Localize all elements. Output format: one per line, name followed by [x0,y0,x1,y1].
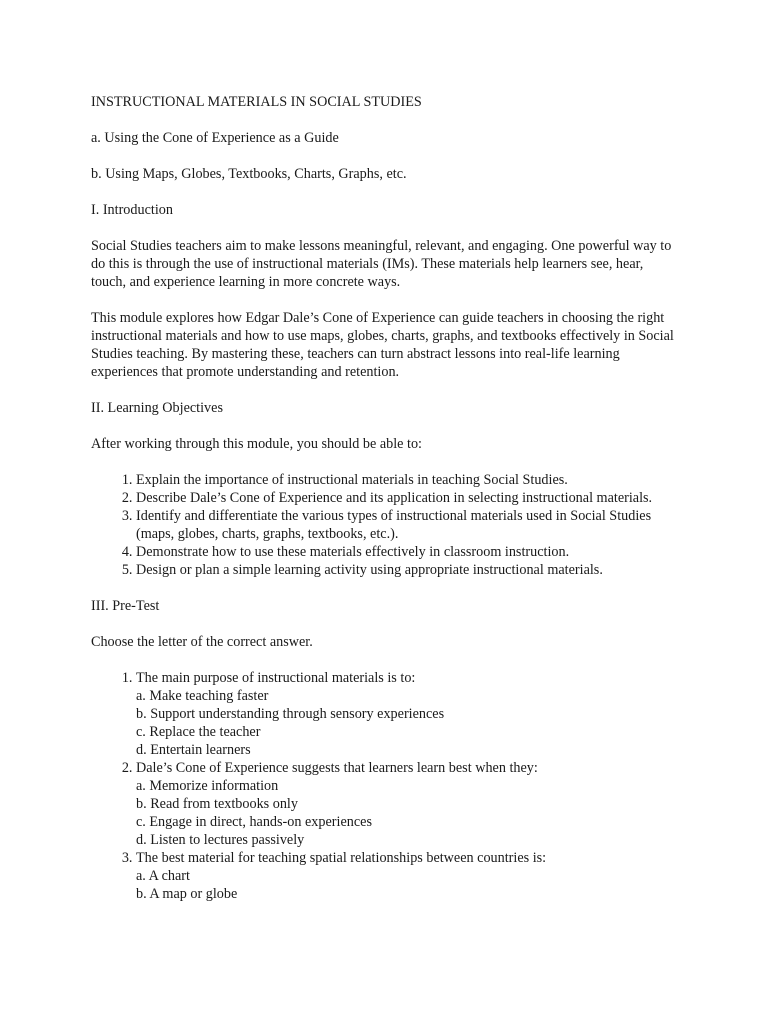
objective-item: 3. Identify and differentiate the various types of instructional materials used in Social Studies (maps, globes, charts, graphs, textbooks, etc.). [136,507,681,543]
answer-option: b. Support understanding through sensory experiences [136,706,445,722]
objective-item: 4. Demonstrate how to use these materials effectively in classroom instruction. [136,543,681,561]
topic-b: b. Using Maps, Globes, Textbooks, Charts, Graphs, etc. [91,166,407,182]
objectives-intro: After working through this module, you should be able to: [91,436,422,452]
topic-a: a. Using the Cone of Experience as a Guide [91,130,339,146]
objectives-list [91,471,681,579]
introduction-paragraph-2: This module explores how Edgar Dale’s Cone of Experience can guide teachers in choosing the right instructional materials and how to use maps, globes, charts, graphs, and textbooks effectively in Social Studies teaching. By mastering these, teachers can turn abstract lessons into real-life learning experiences that promote understanding and retention. [91,310,674,380]
question-stem: 2. Dale’s Cone of Experience suggests that learners learn best when they: [136,760,538,776]
pretest-heading: III. Pre-Test [91,598,160,614]
answer-option: c. Replace the teacher [136,724,261,740]
answer-option: c. Engage in direct, hands-on experiences [136,814,372,830]
objective-item: 5. Design or plan a simple learning activity using appropriate instructional materials. [136,561,681,579]
objectives-heading: II. Learning Objectives [91,400,223,416]
question-stem: 1. The main purpose of instructional materials is to: [136,670,416,686]
pretest-questions [91,669,681,903]
introduction-paragraph-1: Social Studies teachers aim to make lessons meaningful, relevant, and engaging. One powerful way to do this is through the use of instructional materials (IMs). These materials help learners see, hear, touch, and experience learning in more concrete ways. [91,238,672,290]
objective-item: 2. Describe Dale’s Cone of Experience and its application in selecting instructional materials. [136,489,681,507]
answer-option: d. Listen to lectures passively [136,832,305,848]
introduction-heading: I. Introduction [91,202,173,218]
pretest-instruction: Choose the letter of the correct answer. [91,634,313,650]
answer-option: b. A map or globe [136,886,238,902]
answer-option: a. Make teaching faster [136,688,269,704]
question-item [136,759,681,849]
document-page [91,93,681,921]
answer-option: b. Read from textbooks only [136,796,298,812]
document-title: INSTRUCTIONAL MATERIALS IN SOCIAL STUDIES [91,94,422,110]
question-stem: 3. The best material for teaching spatial relationships between countries is: [136,850,547,866]
answer-option: a. A chart [136,868,190,884]
question-item [136,669,681,759]
question-item [136,849,681,903]
objective-item: 1. Explain the importance of instructional materials in teaching Social Studies. [136,471,681,489]
answer-option: a. Memorize information [136,778,279,794]
answer-option: d. Entertain learners [136,742,251,758]
